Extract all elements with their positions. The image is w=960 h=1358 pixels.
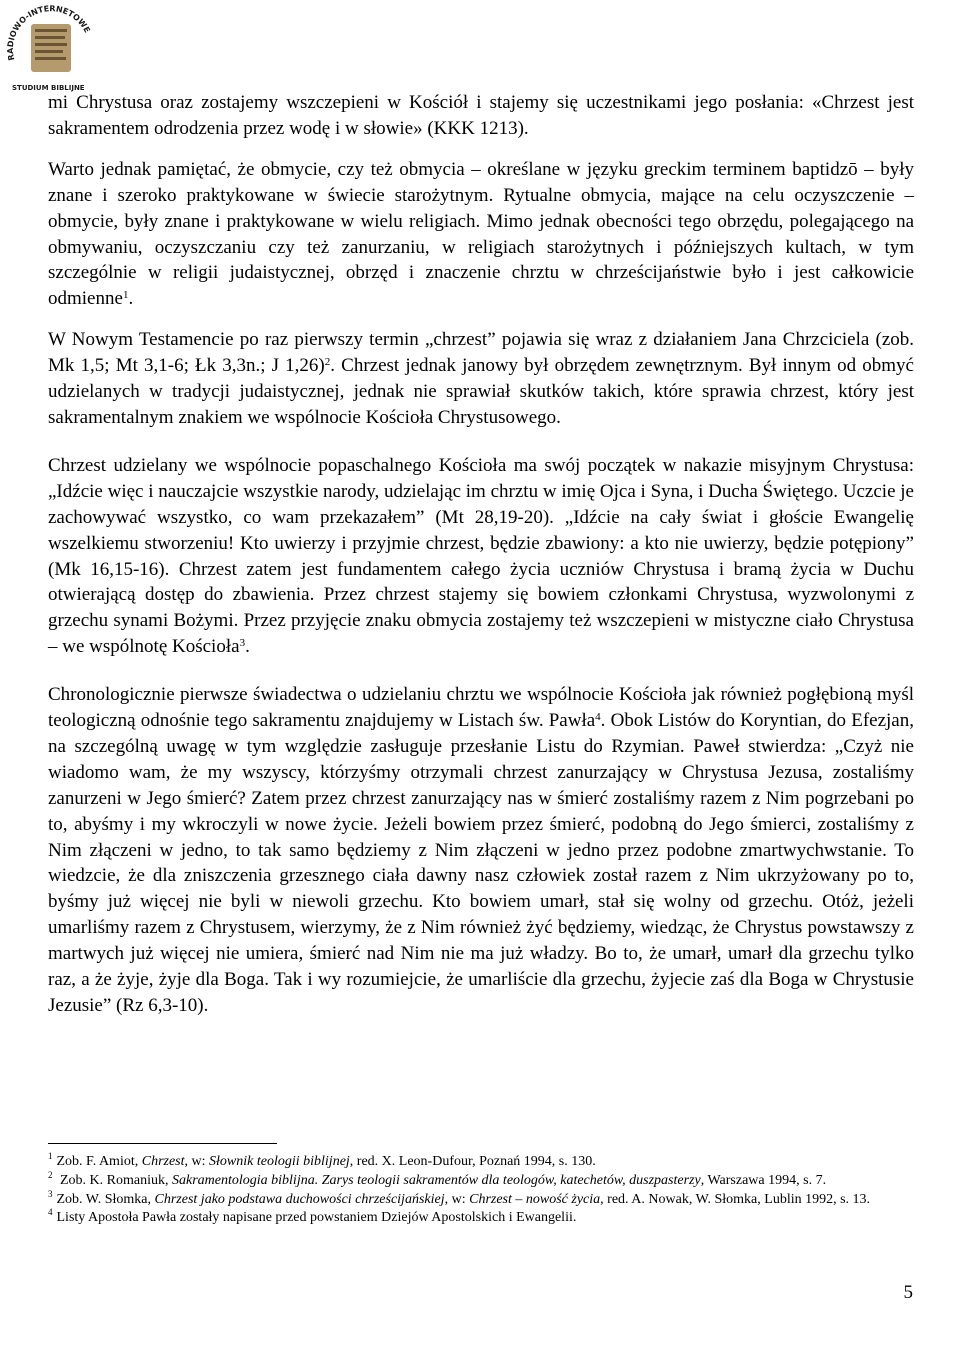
footnote-title: Chrzest – nowość życia bbox=[469, 1191, 601, 1207]
paragraph-text: . Obok Listów do Koryntian, do Efezjan, na szczególną uwagę w tym względzie zasługuje przesłanie Listu do Rzymian. Paweł stwierdza: „Czyż nie wiadomo wam, że my wszyscy, którzyśmy otrzymali chrzest zanurzający w Chrystusa Jezusa, zostaliśmy zanurzeni w Jego śmierć? Zatem przez chrzest zanurzający nas w śmierć zostaliśmy razem z Nim pogrzebani po to, abyśmy i my wkroczyli w nowe życie. Jeżeli bowiem przez śmierć, podobną do Jego śmierci, zostaliśmy z Nim złączeni w jedno, to tak samo będziemy z Nim złączeni w jedno przez podobne zmartwychwstanie. To wiedzcie, że dla zniszczenia grzesznego ciała dawny nasz człowiek został razem z Nim ukrzyżowany po to, byśmy już więcej nie byli w niewoli grzechu. Kto bowiem umarł, stał się wolny od grzechu. Otóż, jeżeli umarliśmy razem z Chrystusem, wierzymy, że z Nim również żyć będziemy, wiedząc, że Chrystus powstawszy z martwych już więcej nie umiera, śmierć nad Nim nie ma już władzy. Bo to, że umarł, umarł dla grzechu tylko raz, a że żyje, żyje dla Boga. Tak i wy rozumiejcie, że umarliście dla grzechu, żyjecie zaś dla Boga w Chrystusie Jezusie” (Rz 6,3-10). bbox=[48, 710, 914, 1016]
footnote-text: , w: bbox=[444, 1191, 470, 1207]
footnote-text: , red. X. Leon-Dufour, Poznań 1994, s. 130. bbox=[349, 1154, 596, 1169]
paragraph bbox=[48, 327, 914, 431]
paragraph-text: . Chrzest jednak janowy był obrzędem zewnętrznym. Był innym od obmyć udzielanych w tradycji judaistycznej, jednak nie sprawiał skutków takich, które sprawia chrzest, który jest sakramentalnym znakiem we wspólnocie Kościoła Chrystusowego. bbox=[48, 355, 914, 428]
footnote-ref[interactable]: 3 bbox=[239, 637, 246, 650]
footnotes bbox=[48, 1153, 914, 1228]
footnote-text: Listy Apostoła Pawła zostały napisane przed powstaniem Dziejów Apostolskich i Ewangelii. bbox=[56, 1210, 577, 1226]
paragraph-text: Warto jednak pamiętać, że obmycie, czy też obmycia – określane w języku greckim terminem baptidzō – były znane i szeroko praktykowane w świecie starożytnym. Rytualne obmycia, mające na celu oczyszczenie – obmycie, były znane i praktykowane w wielu religiach. Mimo jednak obecności tego obrzędu, polegającego na obmywaniu, oczyszczaniu czy też zanurzaniu, w religiach starożytnych i późniejszych kultach, w tym szczególnie w religii judaistycznej, obrzęd i znaczenie chrztu w chrześcijaństwie było i jest całkowicie odmienne bbox=[48, 158, 914, 310]
logo-ring-bottom-text: STUDIUM BIBLIJNE bbox=[12, 84, 85, 92]
footnote-separator bbox=[48, 1143, 277, 1144]
paragraph-text: Chrzest udzielany we wspólnocie popaschalnego Kościoła ma swój początek w nakazie misyjnym Chrystusa: „Idźcie więc i nauczajcie wszystkie narody, udzielając im chrztu w imię Ojca i Syna, i Ducha Świętego. Uczcie je zachowywać wszystko, co wam przekazałem” (Mt 28,19-20). „Idźcie na cały świat i głoście Ewangelię wszelkiemu stworzeniu! Kto uwierzy i przyjmie chrzest, będzie zbawiony: a kto nie uwierzy, będzie potępiony” (Mk 16,15-16). Chrzest zatem jest fundamentem całego życia uczniów Chrystusa i bramą życia w Duchu otwierającą dostęp do zbawienia. Przez chrzest stajemy się bowiem członkami Chrystusa, wyzwolonymi z grzechu synami Bożymi. Przez przyjęcie znaku obmycia zostajemy też wszczepieni w mistyczne ciało Chrystusa – we wspólnotę Kościoła bbox=[48, 454, 914, 658]
footnote-number: 2 bbox=[48, 1169, 53, 1180]
footnote-text: Zob. K. Romaniuk, bbox=[56, 1172, 172, 1188]
logo-ring-text: RADIOWO-INTERNETOWE bbox=[5, 4, 92, 62]
footnote-ref[interactable]: 1 bbox=[122, 289, 129, 302]
radio-internet-bible-study-logo bbox=[2, 0, 100, 96]
page-number: 5 bbox=[903, 1282, 913, 1303]
footnote-text: Zob. F. Amiot, bbox=[56, 1154, 142, 1169]
footnote bbox=[48, 1153, 914, 1172]
paragraph bbox=[48, 453, 914, 660]
paragraph-text: . bbox=[245, 636, 250, 658]
paragraph-text: Chronologicznie pierwsze świadectwa o udzielaniu chrztu we wspólnocie Kościoła jak również pogłębioną myśl teologiczną odnośnie tego sakramentu znajdujemy w Listach św. Pawła bbox=[48, 684, 914, 732]
footnote-ref[interactable]: 2 bbox=[324, 356, 331, 369]
footnote-number: 3 bbox=[48, 1188, 53, 1199]
paragraph bbox=[48, 682, 914, 1019]
paragraph-text: mi Chrystusa oraz zostajemy wszczepieni w Kościół i stajemy się uczestnikami jego posłania: «Chrzest jest sakramentem odrodzenia przez wodę i w słowie» (KKK 1213). bbox=[48, 92, 914, 139]
footnote-text: , w: bbox=[184, 1154, 210, 1169]
footnote-title: Sakramentologia biblijna. Zarys teologii sakramentów dla teologów, katechetów, duszpasterzy bbox=[172, 1172, 701, 1188]
logo-emblem-icon bbox=[2, 0, 100, 96]
paragraph-text: W Nowym Testamencie po raz pierwszy termin „chrzest” pojawia się wraz z działaniem Jana Chrzciciela (zob. Mk 1,5; Mt 3,1-6; Łk 3,3n.; J 1,26) bbox=[48, 329, 914, 377]
footnote-number: 1 bbox=[48, 1151, 53, 1161]
footnote-text: Zob. W. Słomka, bbox=[56, 1191, 155, 1207]
footnote-ref[interactable]: 4 bbox=[595, 711, 601, 724]
footnote-number: 4 bbox=[48, 1207, 53, 1218]
footnote bbox=[48, 1169, 914, 1191]
paragraph bbox=[48, 90, 914, 142]
paragraph-text: . bbox=[128, 288, 134, 310]
document-body bbox=[48, 90, 914, 1019]
paragraph bbox=[48, 157, 914, 312]
footnote-title: Chrzest bbox=[141, 1154, 185, 1169]
footnote-text: , Warszawa 1994, s. 7. bbox=[700, 1172, 827, 1188]
footnote bbox=[48, 1188, 914, 1210]
footnote-title: Słownik teologii biblijnej bbox=[209, 1154, 350, 1169]
footnote bbox=[48, 1209, 914, 1228]
footnote-text: , red. A. Nowak, W. Słomka, Lublin 1992, s. 13. bbox=[600, 1191, 871, 1207]
footnote-title: Chrzest jako podstawa duchowości chrześcijańskiej bbox=[154, 1191, 445, 1207]
